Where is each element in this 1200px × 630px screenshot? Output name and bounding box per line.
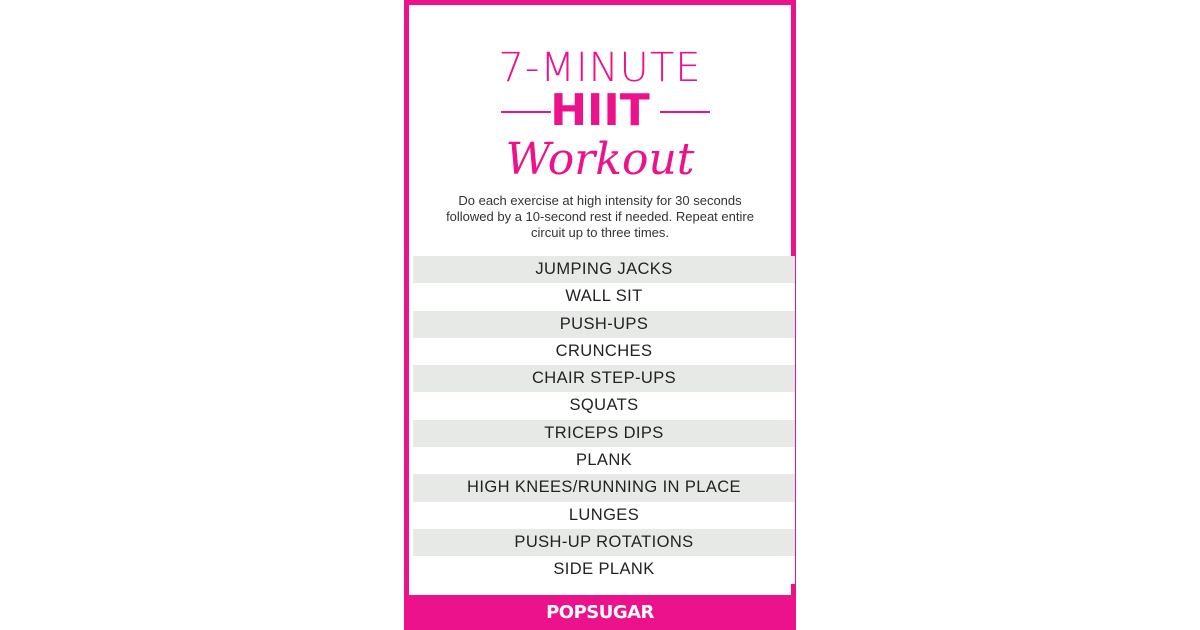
exercise-item: PUSH-UP ROTATIONS: [413, 529, 795, 556]
exercise-item: JUMPING JACKS: [413, 256, 795, 283]
title-rule-right: [660, 111, 710, 113]
exercise-item: PUSH-UPS: [413, 311, 795, 338]
brand-logo: POPSUGAR: [546, 602, 654, 623]
exercise-item: SQUATS: [413, 392, 795, 419]
exercise-item: CRUNCHES: [413, 338, 795, 365]
title-line-1: 7-MINUTE: [498, 45, 702, 91]
exercise-list: [413, 256, 795, 584]
exercise-item: SIDE PLANK: [413, 556, 795, 583]
workout-card: [404, 0, 796, 630]
description: Do each exercise at high intensity for 30 seconds followed by a 10-second rest if needed. Repeat entire circuit up to three times.: [446, 193, 754, 240]
exercise-item: WALL SIT: [413, 283, 795, 310]
exercise-item: PLANK: [413, 447, 795, 474]
title-line-2-row: [409, 87, 791, 135]
card-content: [409, 5, 791, 595]
exercise-item: LUNGES: [413, 502, 795, 529]
title-line-3: Workout: [505, 134, 695, 185]
title-line-2: HIIT: [550, 85, 650, 136]
exercise-item: HIGH KNEES/RUNNING IN PLACE: [413, 474, 795, 501]
exercise-item: CHAIR STEP-UPS: [413, 365, 795, 392]
exercise-item: TRICEPS DIPS: [413, 420, 795, 447]
